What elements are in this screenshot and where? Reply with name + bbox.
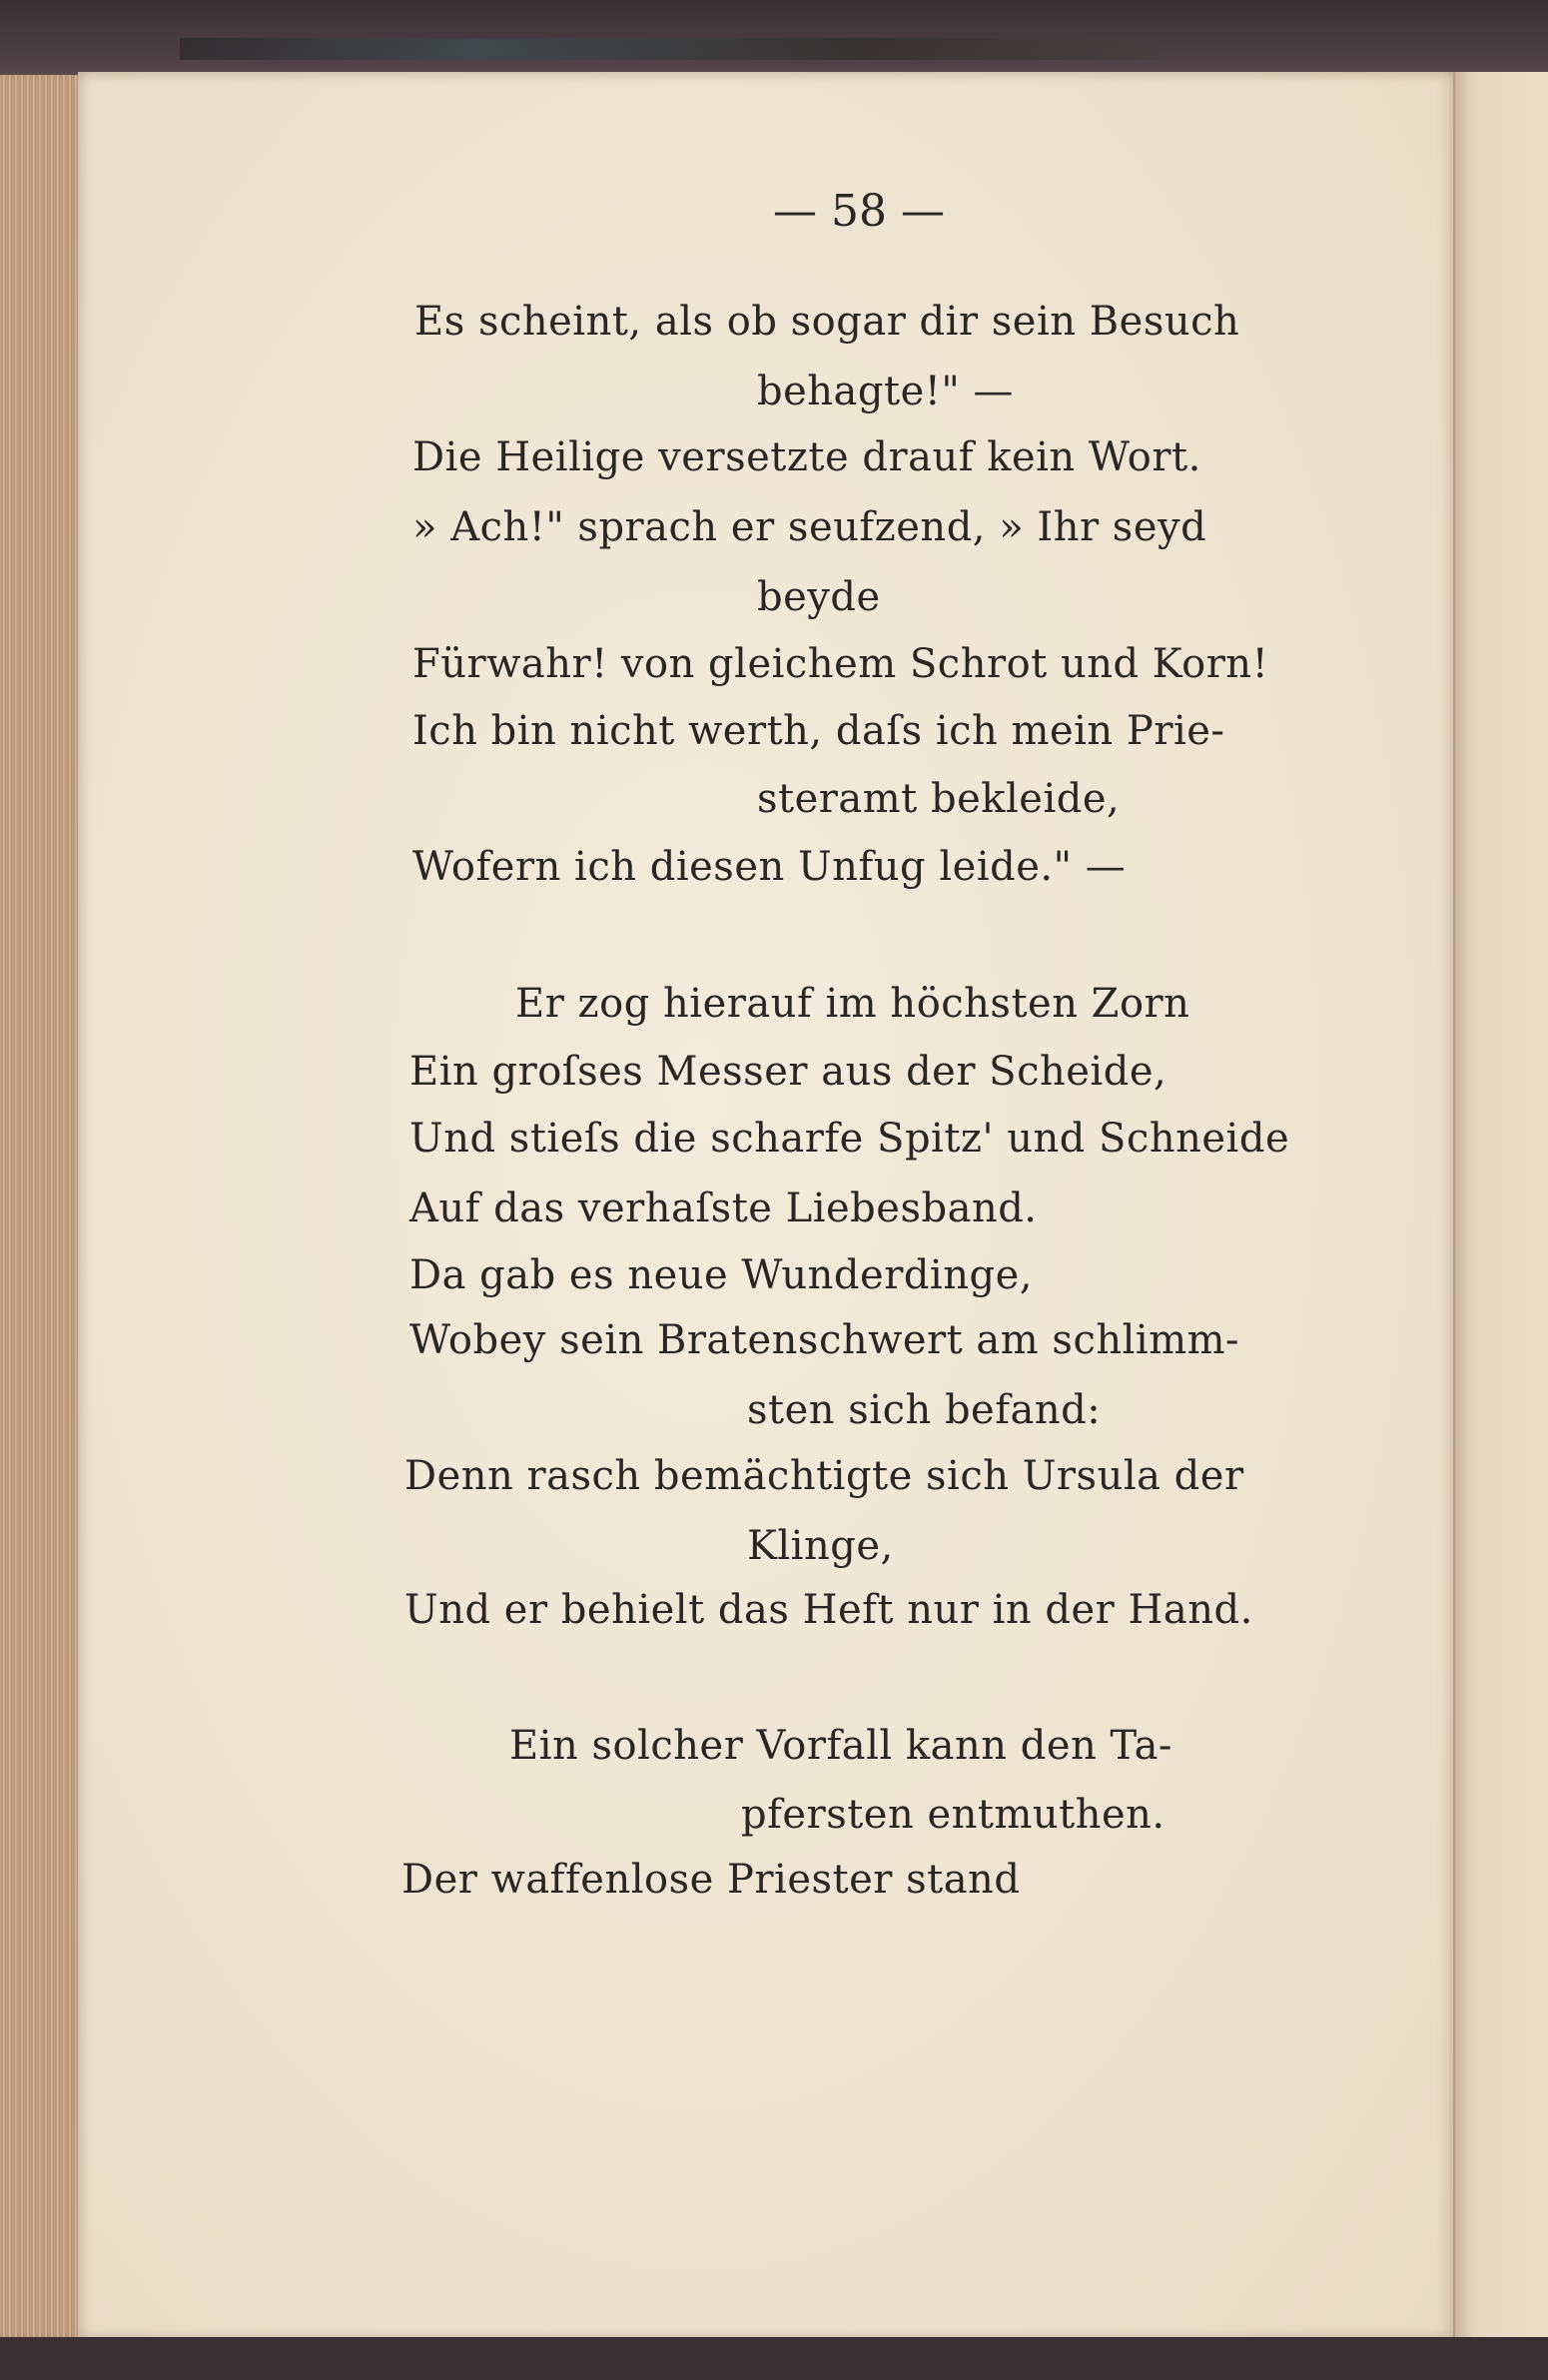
text-line: pfersten entmuthen.: [741, 1792, 1165, 1838]
text-line: Wobey sein Bratenschwert am schlimm-: [409, 1317, 1240, 1363]
text-line: Auf das verhaſste Liebesband.: [409, 1186, 1038, 1231]
text-line: steramt bekleide,: [757, 776, 1121, 822]
text-line: Ein groſses Messer aus der Scheide,: [409, 1049, 1167, 1095]
page-number: — 58 —: [773, 186, 945, 237]
text-line: » Ach!" sprach er seufzend, » Ihr seyd: [412, 504, 1207, 550]
text-line: Und er behielt das Heft nur in der Hand.: [404, 1587, 1253, 1633]
book-cover-bottom: [0, 2337, 1548, 2380]
text-line: beyde: [757, 574, 881, 620]
text-line: Klinge,: [747, 1523, 894, 1569]
text-line: Er zog hierauf im höchsten Zorn: [515, 981, 1190, 1027]
text-line: Da gab es neue Wunderdinge,: [409, 1252, 1033, 1298]
book-cover-top: [0, 0, 1548, 80]
text-line: Es scheint, als ob sogar dir sein Besuch: [414, 299, 1240, 345]
text-line: Denn rasch bemächtigte sich Ursula der: [404, 1453, 1244, 1499]
text-line: Die Heilige versetzte drauf kein Wort.: [412, 434, 1201, 480]
text-line: Und stieſs die scharfe Spitz' und Schneide: [409, 1116, 1290, 1162]
facing-page-edge: [1453, 72, 1548, 2339]
text-line: Der waffenlose Priester stand: [401, 1857, 1021, 1903]
text-line: Wofern ich diesen Unfug leide." —: [412, 844, 1127, 890]
text-line: Ich bin nicht werth, daſs ich mein Prie-: [412, 708, 1225, 754]
text-line: Ein solcher Vorfall kann den Ta-: [509, 1723, 1172, 1769]
text-line: sten sich befand:: [747, 1387, 1102, 1433]
text-line: Fürwahr! von gleichem Schrot und Korn!: [412, 641, 1269, 687]
page-block-edge: [0, 75, 82, 2337]
text-line: behagte!" —: [757, 369, 1014, 414]
